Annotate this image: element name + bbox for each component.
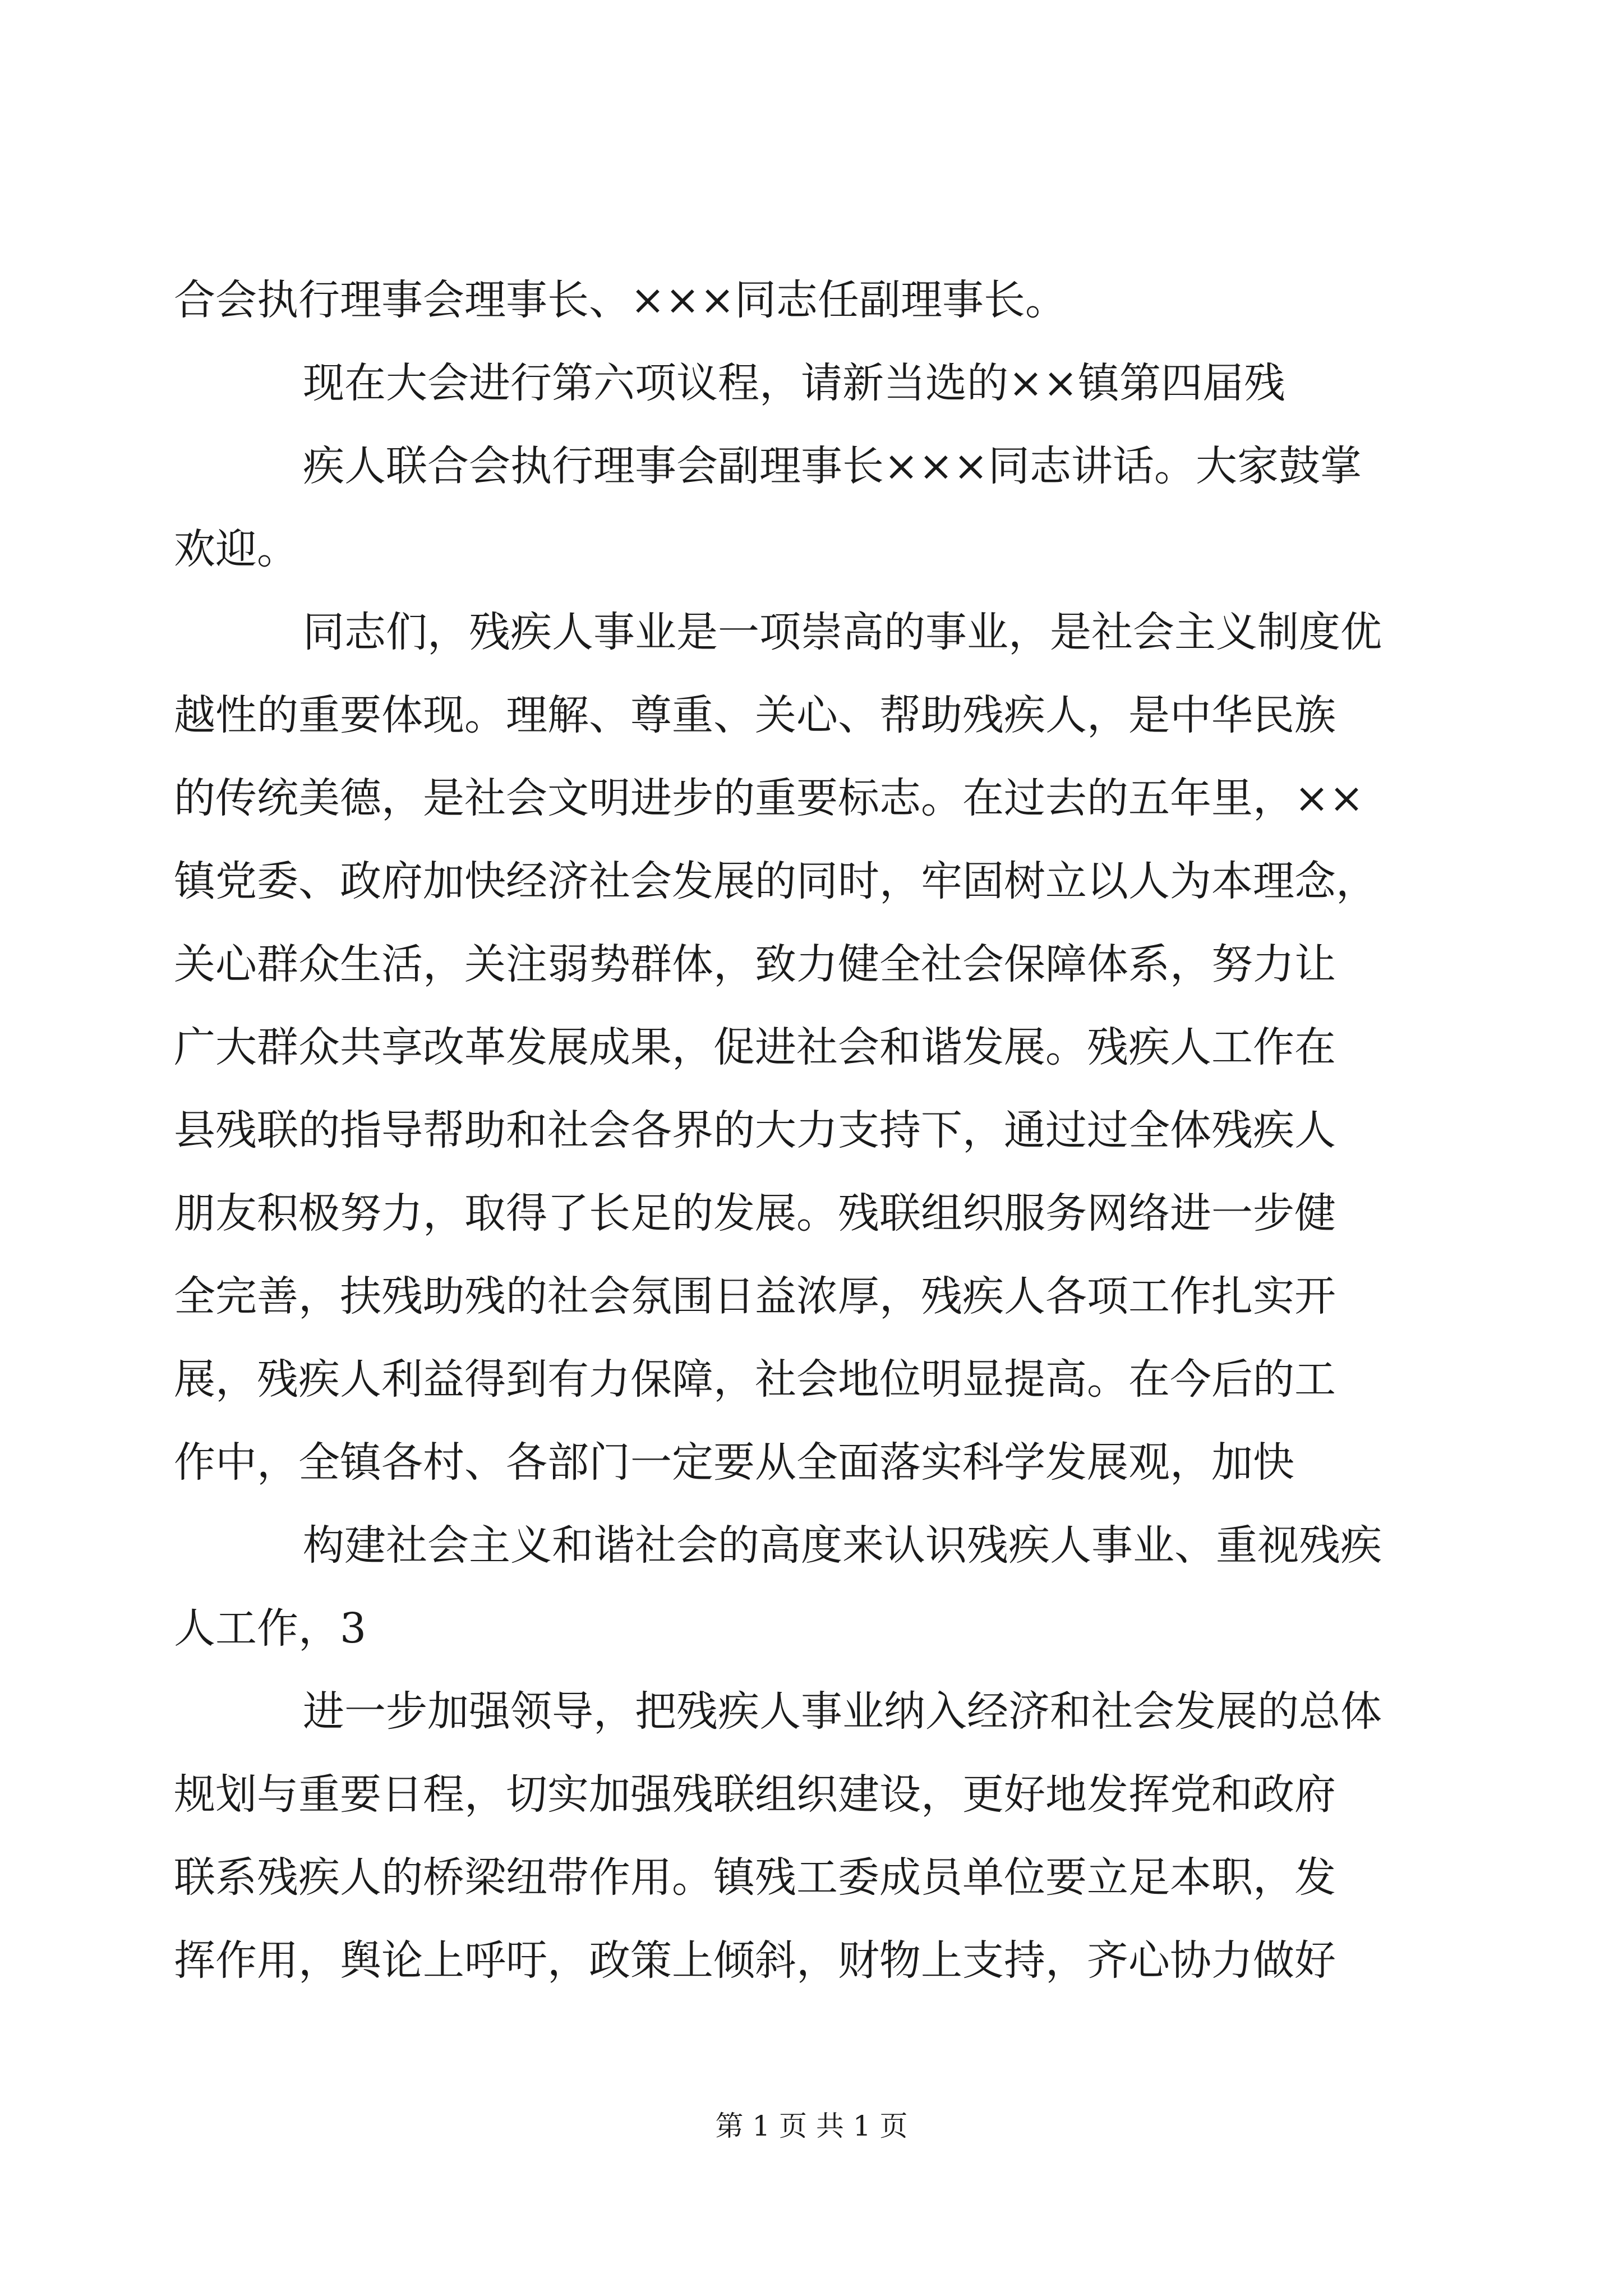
text-line: 作中，全镇各村、各部门一定要从全面落实科学发展观，加快 xyxy=(174,1438,1294,1487)
text-line: 构建社会主义和谐社会的高度来认识残疾人事业、重视残疾 xyxy=(303,1521,1382,1570)
text-line: 全完善，扶残助残的社会氛围日益浓厚，残疾人各项工作扎实开 xyxy=(174,1272,1336,1320)
text-line: 现在大会进行第六项议程，请新当选的××镇第四届残 xyxy=(303,359,1286,407)
text-line: 关心群众生活，关注弱势群体，致力健全社会保障体系，努力让 xyxy=(174,940,1336,988)
text-line: 欢迎。 xyxy=(174,525,298,573)
text-line: 规划与重要日程，切实加强残联组织建设，更好地发挥党和政府 xyxy=(174,1770,1336,1819)
text-line: 挥作用，舆论上呼吁，政策上倾斜，财物上支持，齐心协力做好 xyxy=(174,1936,1336,1985)
text-line: 展，残疾人利益得到有力保障，社会地位明显提高。在今后的工 xyxy=(174,1355,1336,1404)
text-line: 人工作，3 xyxy=(174,1604,367,1653)
text-line: 进一步加强领导，把残疾人事业纳入经济和社会发展的总体 xyxy=(303,1687,1382,1736)
text-line: 同志们，残疾人事业是一项崇高的事业，是社会主义制度优 xyxy=(303,608,1382,656)
text-line: 镇党委、政府加快经济社会发展的同时，牢固树立以人为本理念， xyxy=(174,857,1377,905)
text-line: 广大群众共享改革发展成果，促进社会和谐发展。残疾人工作在 xyxy=(174,1023,1336,1071)
text-line: 县残联的指导帮助和社会各界的大力支持下，通过过全体残疾人 xyxy=(174,1106,1336,1154)
page-number-label: 第 1 页 共 1 页 xyxy=(715,2110,908,2142)
text-line: 合会执行理事会理事长、×××同志任副理事长。 xyxy=(174,276,1067,324)
text-line: 的传统美德，是社会文明进步的重要标志。在过去的五年里，×× xyxy=(174,774,1364,822)
text-line: 越性的重要体现。理解、尊重、关心、帮助残疾人，是中华民族 xyxy=(174,691,1336,739)
page-footer xyxy=(0,2106,1623,2146)
text-line: 疾人联合会执行理事会副理事长×××同志讲话。大家鼓掌 xyxy=(303,442,1362,490)
text-line: 联系残疾人的桥梁纽带作用。镇残工委成员单位要立足本职，发 xyxy=(174,1853,1336,1902)
text-line: 朋友积极努力，取得了长足的发展。残联组织服务网络进一步健 xyxy=(174,1189,1336,1237)
